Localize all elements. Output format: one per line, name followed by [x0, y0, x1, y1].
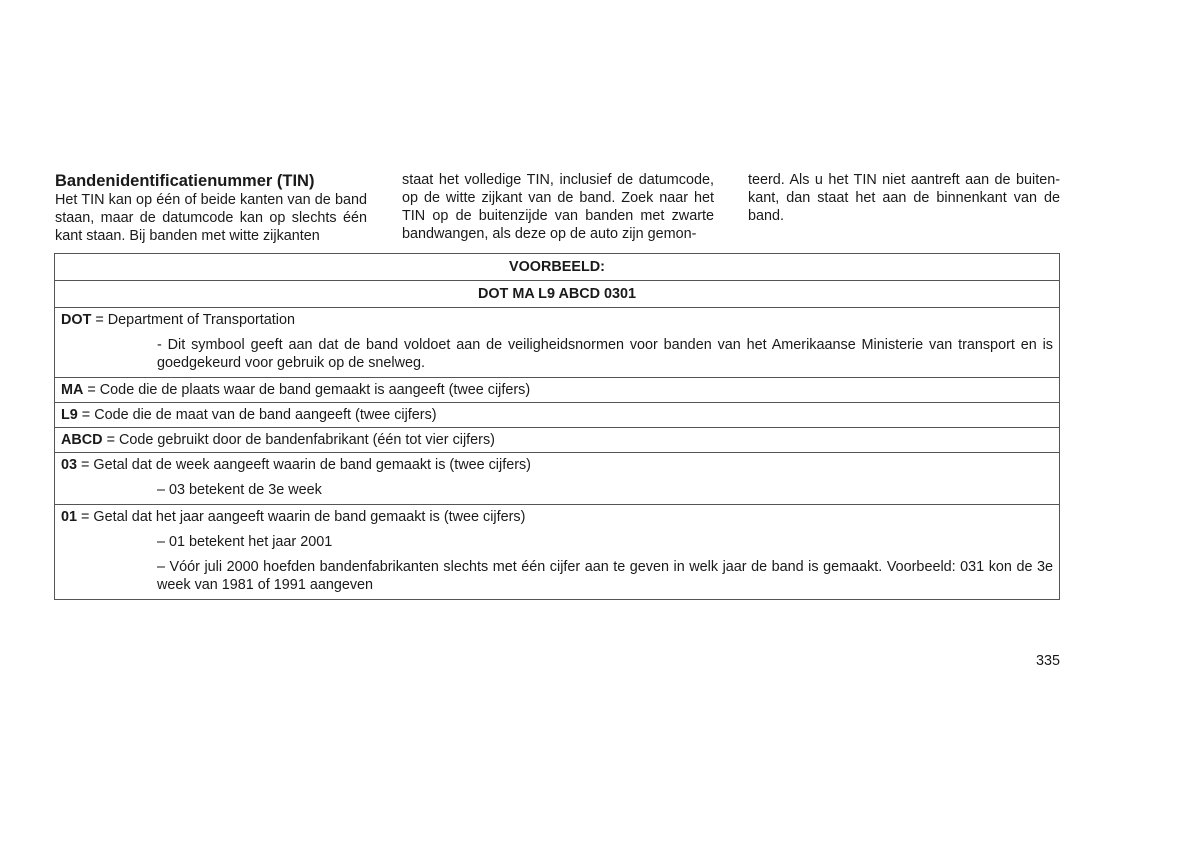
row-term: MA — [61, 382, 84, 398]
table-row — [55, 308, 1060, 378]
page-number: 335 — [1036, 653, 1061, 669]
row-description: = Code gebruikt door de bandenfabrikant (één tot vier cijfers) — [102, 432, 495, 448]
row-definition — [61, 431, 1053, 449]
row-definition — [61, 311, 1053, 329]
row-spacer — [61, 499, 1053, 501]
table-row — [55, 428, 1060, 453]
row-definition — [61, 381, 1053, 399]
row-term: 01 — [61, 509, 78, 525]
row-definition — [61, 406, 1053, 424]
row-definition — [61, 508, 1053, 526]
row-description: = Getal dat het jaar aangeeft waarin de band gemaakt is (twee cijfers) — [77, 509, 526, 525]
table-row — [55, 403, 1060, 428]
row-note: – Vóór juli 2000 hoefden bandenfabrikanten slechts met één cijfer aan te geven in welk jaar de band is gemaakt. Voorbeeld: 031 kon de 3e week van 1981 of 1991 aangeven — [157, 559, 1053, 593]
table-row — [55, 505, 1060, 600]
row-description: = Getal dat de week aangeeft waarin de band gemaakt is (twee cijfers) — [77, 457, 531, 473]
row-description: = Code die de plaats waar de band gemaakt is aangeeft (twee cijfers) — [83, 382, 531, 398]
row-term: DOT — [61, 312, 92, 328]
table-cell — [55, 453, 1060, 505]
row-term: 03 — [61, 457, 78, 473]
table-cell — [55, 403, 1060, 428]
table-cell — [55, 378, 1060, 403]
section-heading: Bandenidentificatienummer (TIN) — [55, 172, 315, 190]
table-row — [55, 378, 1060, 403]
intro-column-2 — [402, 171, 714, 243]
intro-column-1 — [55, 171, 367, 245]
row-description: = Department of Transportation — [91, 312, 295, 328]
row-term: L9 — [61, 407, 78, 423]
table-example: DOT MA L9 ABCD 0301 — [55, 281, 1060, 308]
table-title: VOORBEELD: — [55, 254, 1060, 281]
row-definition — [61, 456, 1053, 474]
row-note: - Dit symbool geeft aan dat de band voldoet aan de veiligheidsnormen voor banden van het Amerikaanse Ministerie van transport en is goedgekeurd voor gebruik op de snelweg. — [157, 337, 1053, 371]
table-example-row — [55, 281, 1060, 308]
row-term: ABCD — [61, 432, 103, 448]
intro-text-1: Het TIN kan op één of beide kanten van de band staan, maar de datumcode kan op slechts één kant staan. Bij banden met witte zijkanten — [55, 192, 367, 244]
table-cell — [55, 308, 1060, 378]
row-note: – 01 betekent het jaar 2001 — [157, 534, 333, 550]
table-row — [55, 453, 1060, 505]
tin-table — [54, 253, 1060, 600]
row-spacer — [61, 372, 1053, 374]
row-description: = Code die de maat van de band aangeeft (twee cijfers) — [77, 407, 437, 423]
table-cell — [55, 428, 1060, 453]
table-title-row — [55, 254, 1060, 281]
row-note: – 03 betekent de 3e week — [157, 482, 322, 498]
table-cell — [55, 505, 1060, 600]
intro-text-2: staat het volledige TIN, inclusief de datumcode, op de witte zijkant van de band. Zoek naar het TIN op de buitenzijde van banden met zwarte bandwangen, als deze op de auto zijn gemon- — [402, 172, 714, 242]
intro-column-3 — [748, 171, 1060, 225]
row-spacer — [61, 594, 1053, 596]
intro-text-3: teerd. Als u het TIN niet aantreft aan de buiten-kant, dan staat het aan de binnenkant van de band. — [748, 172, 1060, 224]
